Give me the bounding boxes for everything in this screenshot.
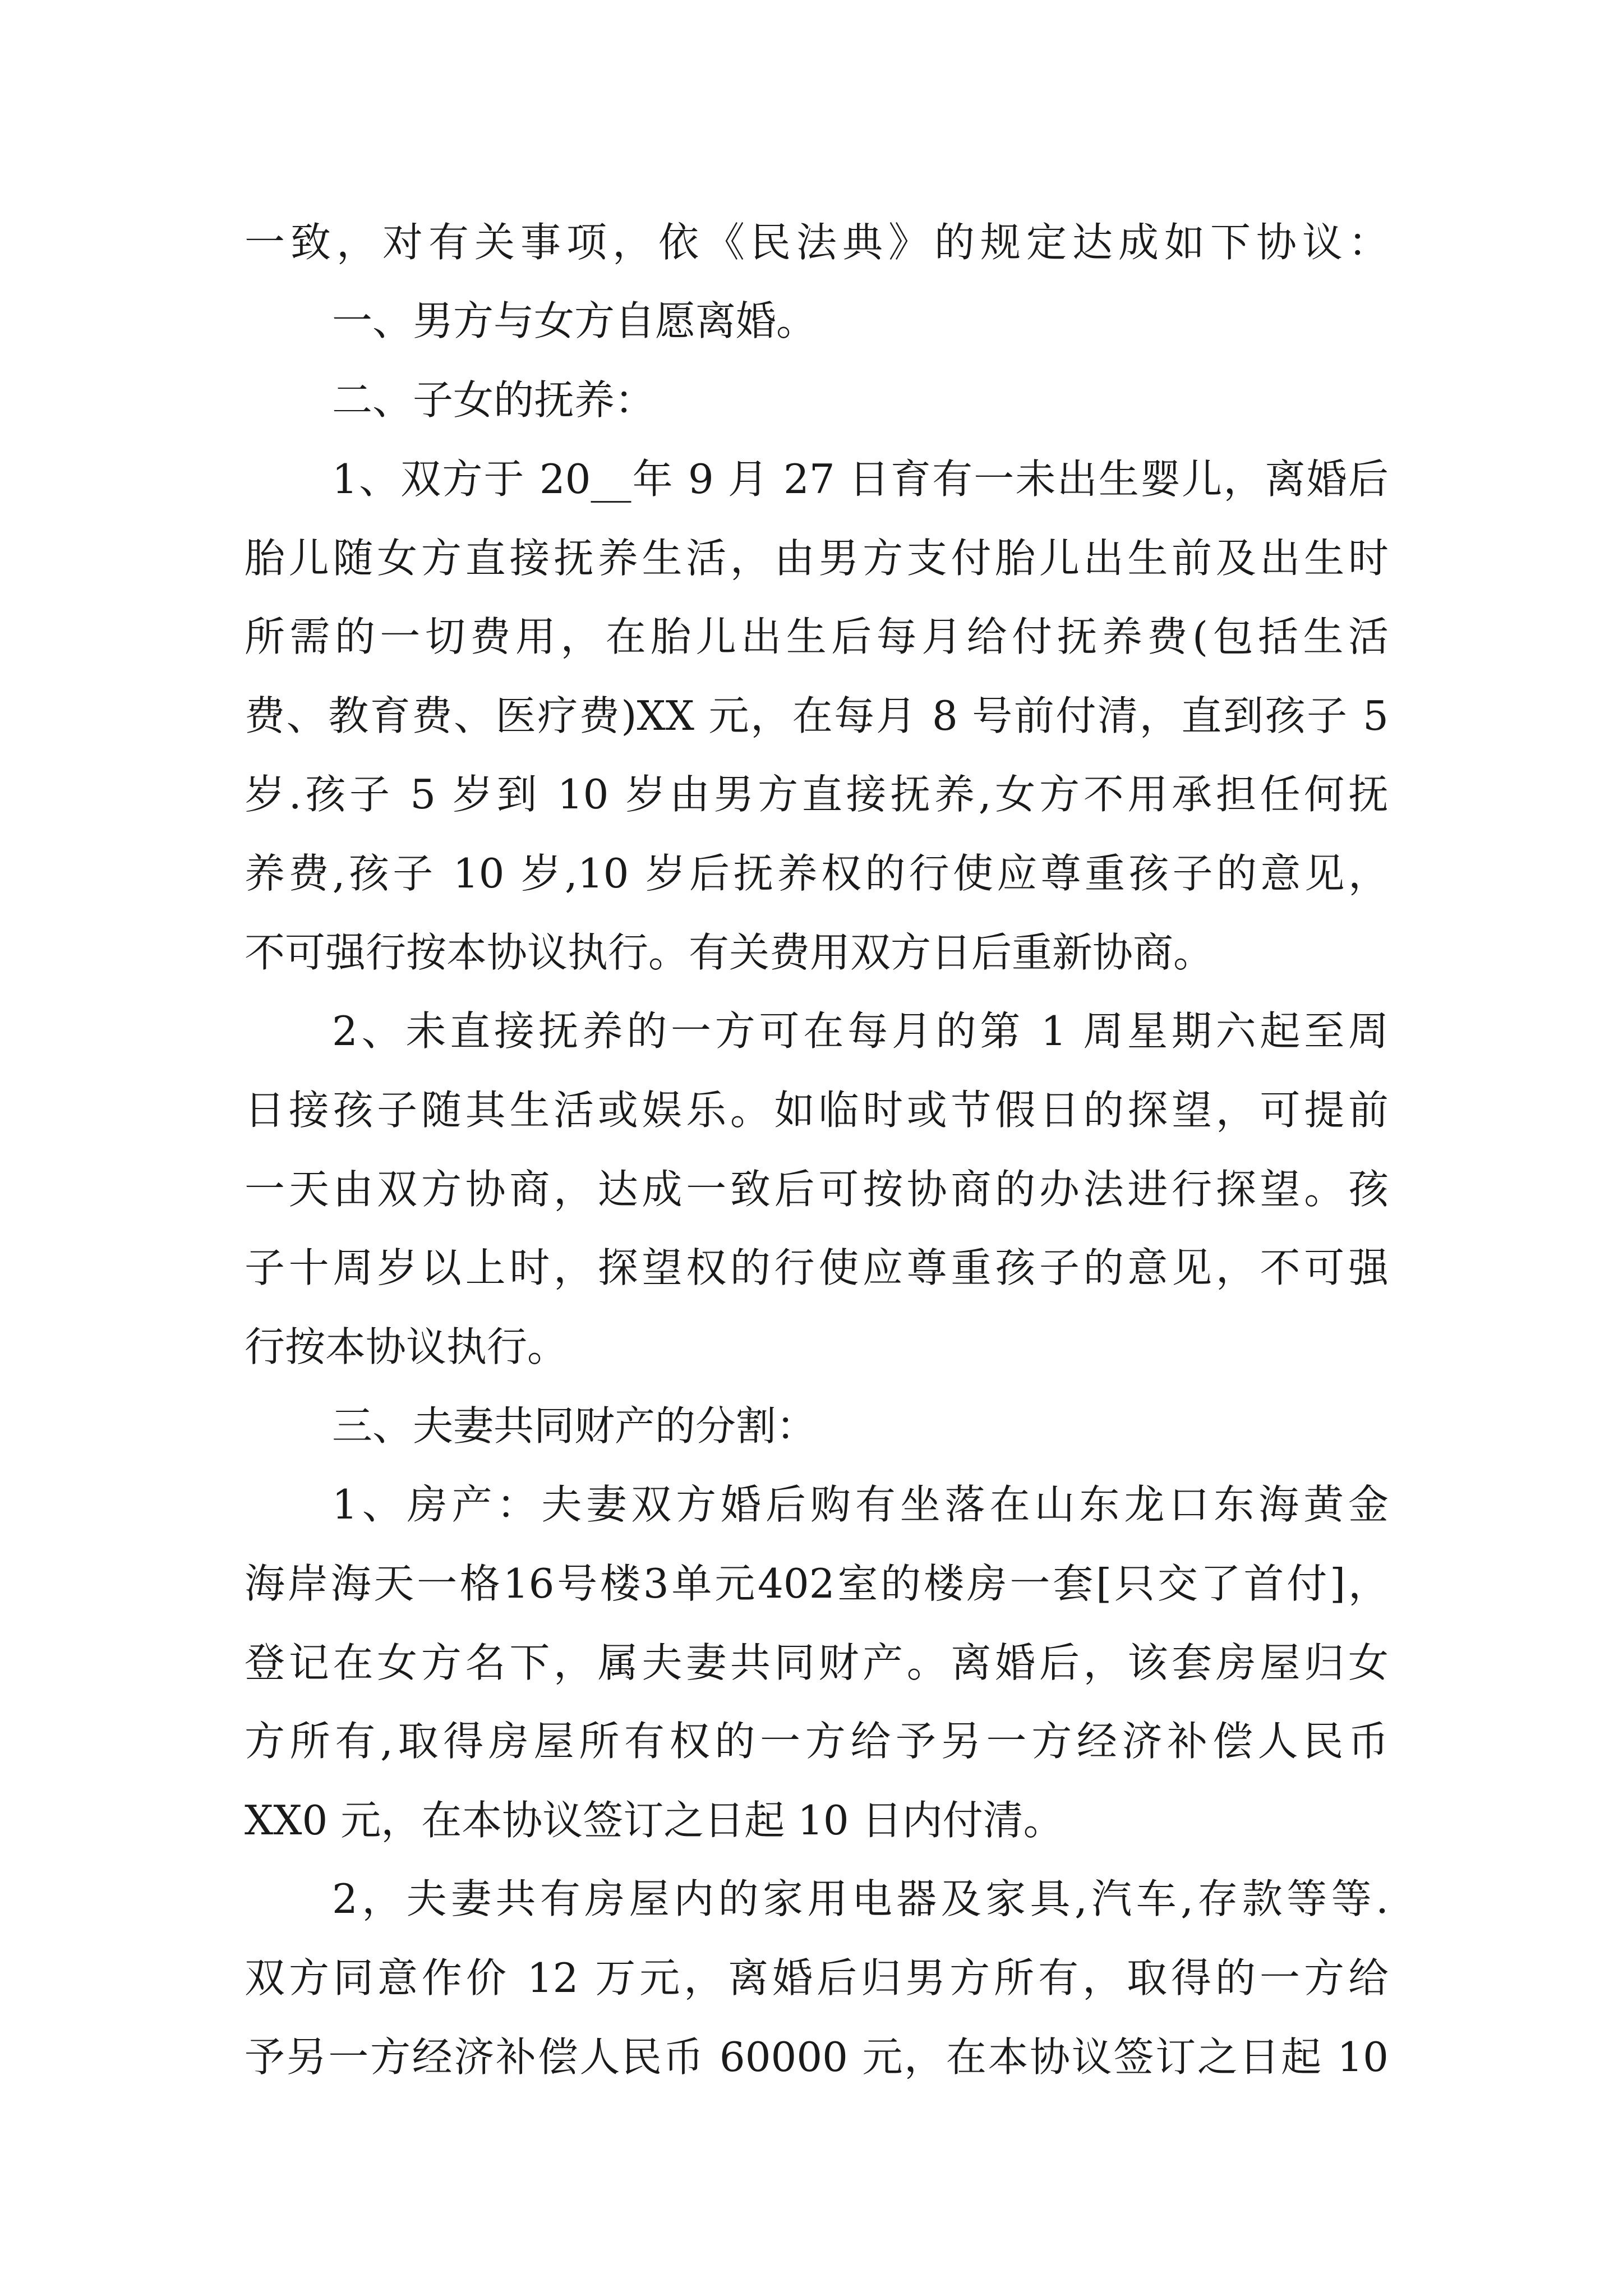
text-line: 子十周岁以上时，探望权的行使应尊重孩子的意见，不可强	[245, 1244, 1389, 1291]
text-line: 费、教育费、医疗费)XX 元，在每月 8 号前付清，直到孩子 5	[245, 692, 1389, 739]
text-line: 胎儿随女方直接抚养生活，由男方支付胎儿出生前及出生时	[245, 535, 1389, 582]
text-line: 所需的一切费用，在胎儿出生后每月给付抚养费(包括生活	[245, 613, 1389, 660]
text-line: 三、夫妻共同财产的分割：	[332, 1402, 817, 1450]
text-line: 一致，对有关事项，依《民法典》的规定达成如下协议：	[245, 219, 1389, 266]
text-line: 不可强行按本协议执行。有关费用双方日后重新协商。	[245, 929, 1214, 976]
text-line: 登记在女方名下，属夫妻共同财产。离婚后，该套房屋归女	[245, 1639, 1389, 1686]
text-line: 一天由双方协商，达成一致后可按协商的办法进行探望。孩	[245, 1166, 1389, 1213]
text-line: 方所有,取得房屋所有权的一方给予另一方经济补偿人民币	[245, 1718, 1389, 1765]
text-line: 养费,孩子 10 岁,10 岁后抚养权的行使应尊重孩子的意见，	[245, 850, 1389, 897]
text-line: 1、房产：夫妻双方婚后购有坐落在山东龙口东海黄金	[332, 1481, 1389, 1528]
text-line: 双方同意作价 12 万元，离婚后归男方所有，取得的一方给	[245, 1954, 1389, 2001]
text-line: 岁.孩子 5 岁到 10 岁由男方直接抚养,女方不用承担任何抚	[245, 771, 1389, 818]
text-line: 予另一方经济补偿人民币 60000 元，在本协议签订之日起 10	[245, 2033, 1389, 2081]
text-line: 一、男方与女方自愿离婚。	[332, 297, 817, 344]
text-line: 行按本协议执行。	[245, 1323, 568, 1370]
text-line: 2，夫妻共有房屋内的家用电器及家具,汽车,存款等等.	[332, 1875, 1389, 1922]
text-line: 1、双方于 20__年 9 月 27 日育有一未出生婴儿，离婚后	[332, 455, 1389, 503]
text-line: 二、子女的抚养：	[332, 376, 656, 424]
text-line: XX0 元，在本协议签订之日起 10 日内付清。	[245, 1797, 1064, 1844]
text-line: 日接孩子随其生活或娱乐。如临时或节假日的探望，可提前	[245, 1087, 1389, 1134]
text-line: 海岸海天一格16号楼3单元402室的楼房一套[只交了首付]，	[245, 1560, 1389, 1607]
text-line: 2、未直接抚养的一方可在每月的第 1 周星期六起至周	[332, 1007, 1389, 1055]
